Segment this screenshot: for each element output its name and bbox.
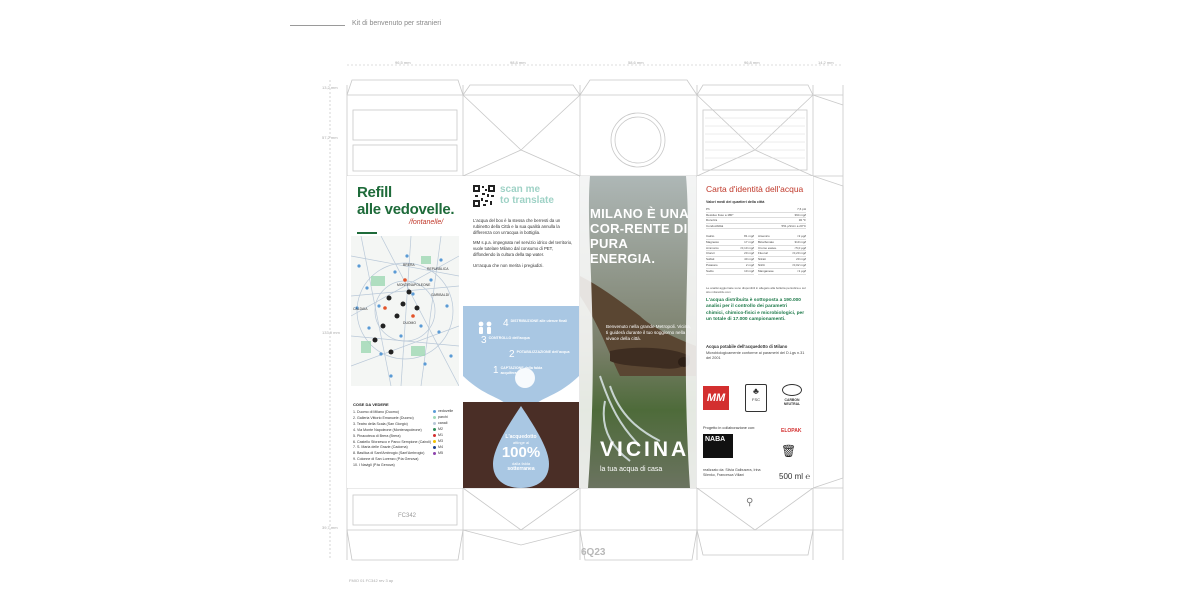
potable-heading: Acqua potabile dell'acquedotto di Milano [706,344,788,349]
table-row: Nitriti <0,02 mg/l [758,262,806,267]
map-label-montenapoleone: MONTENAPOLEONE [397,283,431,287]
metro-icon [433,452,436,455]
globe-icon [782,384,802,396]
table-row: Ammonio <0,10 mg/l [706,245,754,250]
refill-rule [357,232,377,234]
panel-front [580,176,696,488]
key-item: M5 [433,450,461,456]
glass-fork-icon: ⚲ [746,497,754,508]
step-1: 1 CAPTAZIONE dalla falda acquifera [493,365,543,376]
brand-tagline: la tua acqua di casa [600,466,663,473]
table-row: Sodio 10 mg/l [706,268,754,273]
map-label-brera: BRERA [403,263,415,267]
paragraph: Un'acqua che non merita i pregiudizi. [473,262,544,268]
panel-identity [697,176,813,488]
metro-icon [433,434,436,437]
table-row: Cloruri 20 mg/l [706,251,754,256]
recycle-bin-icon: 🗑 [781,444,797,458]
credit-text: realizzato da: Silvia Galbusera, Irina Silenko, Francesca Villani [703,468,761,477]
park-icon [433,416,436,419]
mm-logo: MM [703,386,729,410]
document-title: Kit di benvenuto per stranieri [352,20,442,27]
measure-4: 96,8 mm [744,60,760,65]
map-key [433,408,461,456]
table-row: Ph 7,6 pH [706,207,806,211]
step-3: 3 CONTROLLO dell'acqua [481,335,530,346]
carbon-neutral-logo: CARBON NEUTRAL [777,384,807,414]
legend-list [353,410,431,469]
key-item: parchi [433,414,461,420]
table-row: Magnesio 17 mg/l [706,239,754,244]
measure-7: 133,9 mm [322,330,340,335]
volume-label: 500 ml ℮ [779,472,811,481]
key-item: M4 [433,444,461,450]
key-item: M3 [433,438,461,444]
refill-subtitle: /fontanelle/ [409,219,444,226]
identity-title: Carta d'identità dell'acqua [706,184,804,194]
identity-subtitle: Valori medi dei quartieri della città [706,200,765,204]
footer-code: FMIO 01 FC342 rev 3 ap [349,578,394,583]
panel-refill [347,176,463,488]
fountain-map [351,236,459,386]
map-label-duomo: DUOMO [403,321,416,325]
table-row: Cromo esava. <5,0 µg/l [758,245,806,250]
panel-scan [463,176,579,488]
drop-stat: L'acquedotto attinge al 100% dalla falda sotterranea [501,434,541,472]
legend-item: 5. Pinacoteca di Brera (Brera) [353,433,401,438]
measure-6: 57,2 mm [322,135,338,140]
identity-note: Le analisi aggiornate sono disponibili in allegato alla bolletta periodica e sul sito milanoblu.com [706,286,806,294]
table-row: Arsenico <2 µg/l [758,234,806,238]
identity-table-top [706,207,806,229]
table-row: Calcio 81 mg/l [706,234,754,238]
measure-3: 58,6 mm [628,60,644,65]
water-drop-icon [433,410,436,413]
box-code: 6Q23 [581,547,606,558]
table-row: Durezza 30 °F [706,218,806,223]
table-col-2 [758,234,806,275]
table-row: Potassio 2 mg/l [706,262,754,267]
key-item: vedovelle [433,408,461,414]
legend-item: 2. Galleria Vittorio Emanuele (Duomo) [353,415,414,420]
potable-desc: Microbiologicamente conforme ai parametri del D.Lgs n.31 del 2001 [706,351,805,360]
key-item: M1 [433,432,461,438]
table-row: Manganese <1 µg/l [758,268,806,273]
fc-code: FC342 [398,513,417,519]
map-label-caldaia: CALDAIA [353,307,368,311]
legend-item: 7. S. Maria delle Grazie (Cadorna) [353,445,408,450]
measure-2: 98,8 mm [510,60,526,65]
paragraph: L'acqua del box è la stessa che berresti da un rubinetto della Città e la sua qualità annulla la differenza con un'acqua in bottiglia. [473,218,561,236]
table-row: Solfati 40 mg/l [706,257,754,262]
scan-body [473,218,573,273]
canal-icon [433,422,436,425]
step-4: 4 DISTRIBUZIONE alle utenze finali [503,318,568,329]
metro-icon [433,446,436,449]
tree-icon: ♣ [753,386,759,396]
elopak-logo: ELOPAK [781,428,802,434]
scan-title: scan me to translate [500,184,554,206]
brand-logo: VICINA [600,438,690,461]
table-col-1 [706,234,754,275]
metro-icon [433,440,436,443]
key-item: M2 [433,426,461,432]
qr-code-icon[interactable] [473,185,495,207]
legend-item: 4. Via Monte Napoleone (Montenapoleone) [353,427,422,432]
key-item: canali [433,420,461,426]
table-row: Fluoruri <0,20 mg/l [758,251,806,256]
table-row: Residuo fisso a 180° 394 mg/l [706,212,806,217]
collab-label: Progetto in collaborazione con: [703,426,756,430]
measure-5: 14,2 mm [818,60,834,65]
front-text: Benvenuto nella grande Metropoli. Vicina, ti guiderà durante il tuo soggiorno nella vivace della città. [606,324,691,342]
map-label-repubblica: REPUBBLICA [427,267,449,271]
table-row: Nitrati 20 mg/l [758,257,806,262]
measure-1: 96,5 mm [395,60,411,65]
legend-item: 3. Teatro della Scala (San Giorgio) [353,421,408,426]
measure-9: 13,2 mm [322,85,338,90]
fsc-logo: ♣ FSC [745,384,767,412]
legend-item: 9. Colonne di San Lorenzo (P.ta Genova) [353,457,419,462]
legend-item: 10. I Navigli (P.ta Genova) [353,463,395,468]
map-label-garibaldi: GARIBALDI [431,293,450,297]
step-2: 2 POTABILIZZAZIONE dell'acqua [509,349,570,360]
analysis-text: L'acqua distribuita è sottoposta a 190.000 analisi per il controllo dei parametri chimici, chimico-fisici e microbiologici, per un totale di 17.000 campionamenti. [706,298,805,323]
table-row: Conducibilità 551 µS/cm a 20°C [706,223,806,228]
measure-8: 39,7 mm [322,525,338,530]
legend-item: 6. Castello Sforzesco e Parco Sempione (Cairoli) [353,439,432,444]
paragraph: MM s.p.a. impegnata nel servizio idrico del territorio, vuole tutelare Milano dal consumo di PET, diffondendo la cultura della tap water. [473,240,573,258]
metro-icon [433,428,436,431]
legend-item: 1. Duomo di Milano (Duomo) [353,410,399,414]
identity-table-grid [706,234,806,275]
legend-title: COSE DA VEDERE [353,402,389,407]
front-title: MILANO È UNA COR-RENTE DI PURA ENERGIA. [590,206,689,266]
table-row: Bicarbonato 310 mg/l [758,239,806,244]
legend-item: 8. Basilica di Sant'Ambrogio (Sant'Ambrogio) [353,451,425,456]
refill-title: Refill alle vedovelle. [357,184,455,218]
naba-logo: NABA [703,434,733,458]
